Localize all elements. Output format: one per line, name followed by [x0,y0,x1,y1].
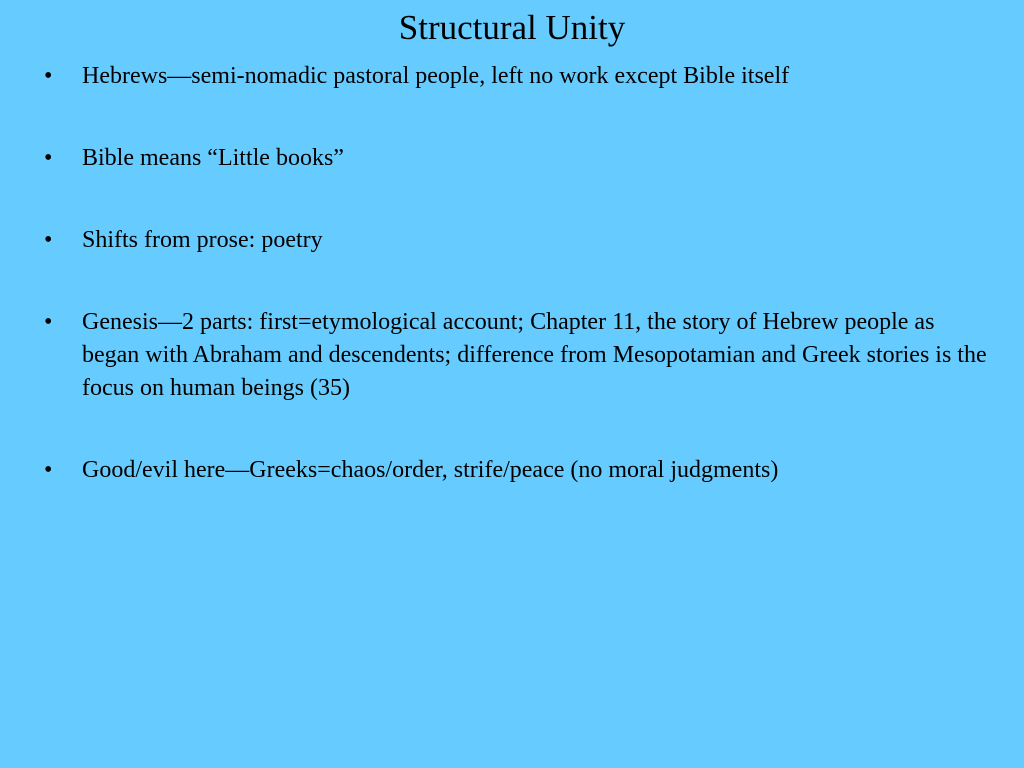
bullet-item [44,306,994,405]
bullet-dot-icon: • [44,309,53,335]
bullet-text: Shifts from prose: poetry [82,227,323,253]
bullet-dot-icon: • [44,227,53,253]
bullet-dot-icon: • [44,145,53,171]
bullet-text: Bible means “Little books” [82,145,344,171]
bullet-item [44,224,994,257]
bullet-item [44,454,994,487]
bullet-text: Genesis—2 parts: first=etymological account; Chapter 11, the story of Hebrew people as began with Abraham and descendents; difference from Mesopotamian and Greek stories is the focus on human beings (35) [82,309,987,401]
bullet-item [44,142,994,175]
bullet-list [44,60,994,487]
bullet-item [44,60,994,93]
bullet-dot-icon: • [44,457,53,483]
bullet-dot-icon: • [44,63,53,89]
slide-title: Structural Unity [398,8,626,47]
bullet-text: Hebrews—semi-nomadic pastoral people, left no work except Bible itself [82,63,790,89]
bullet-text: Good/evil here—Greeks=chaos/order, strife/peace (no moral judgments) [82,457,779,483]
